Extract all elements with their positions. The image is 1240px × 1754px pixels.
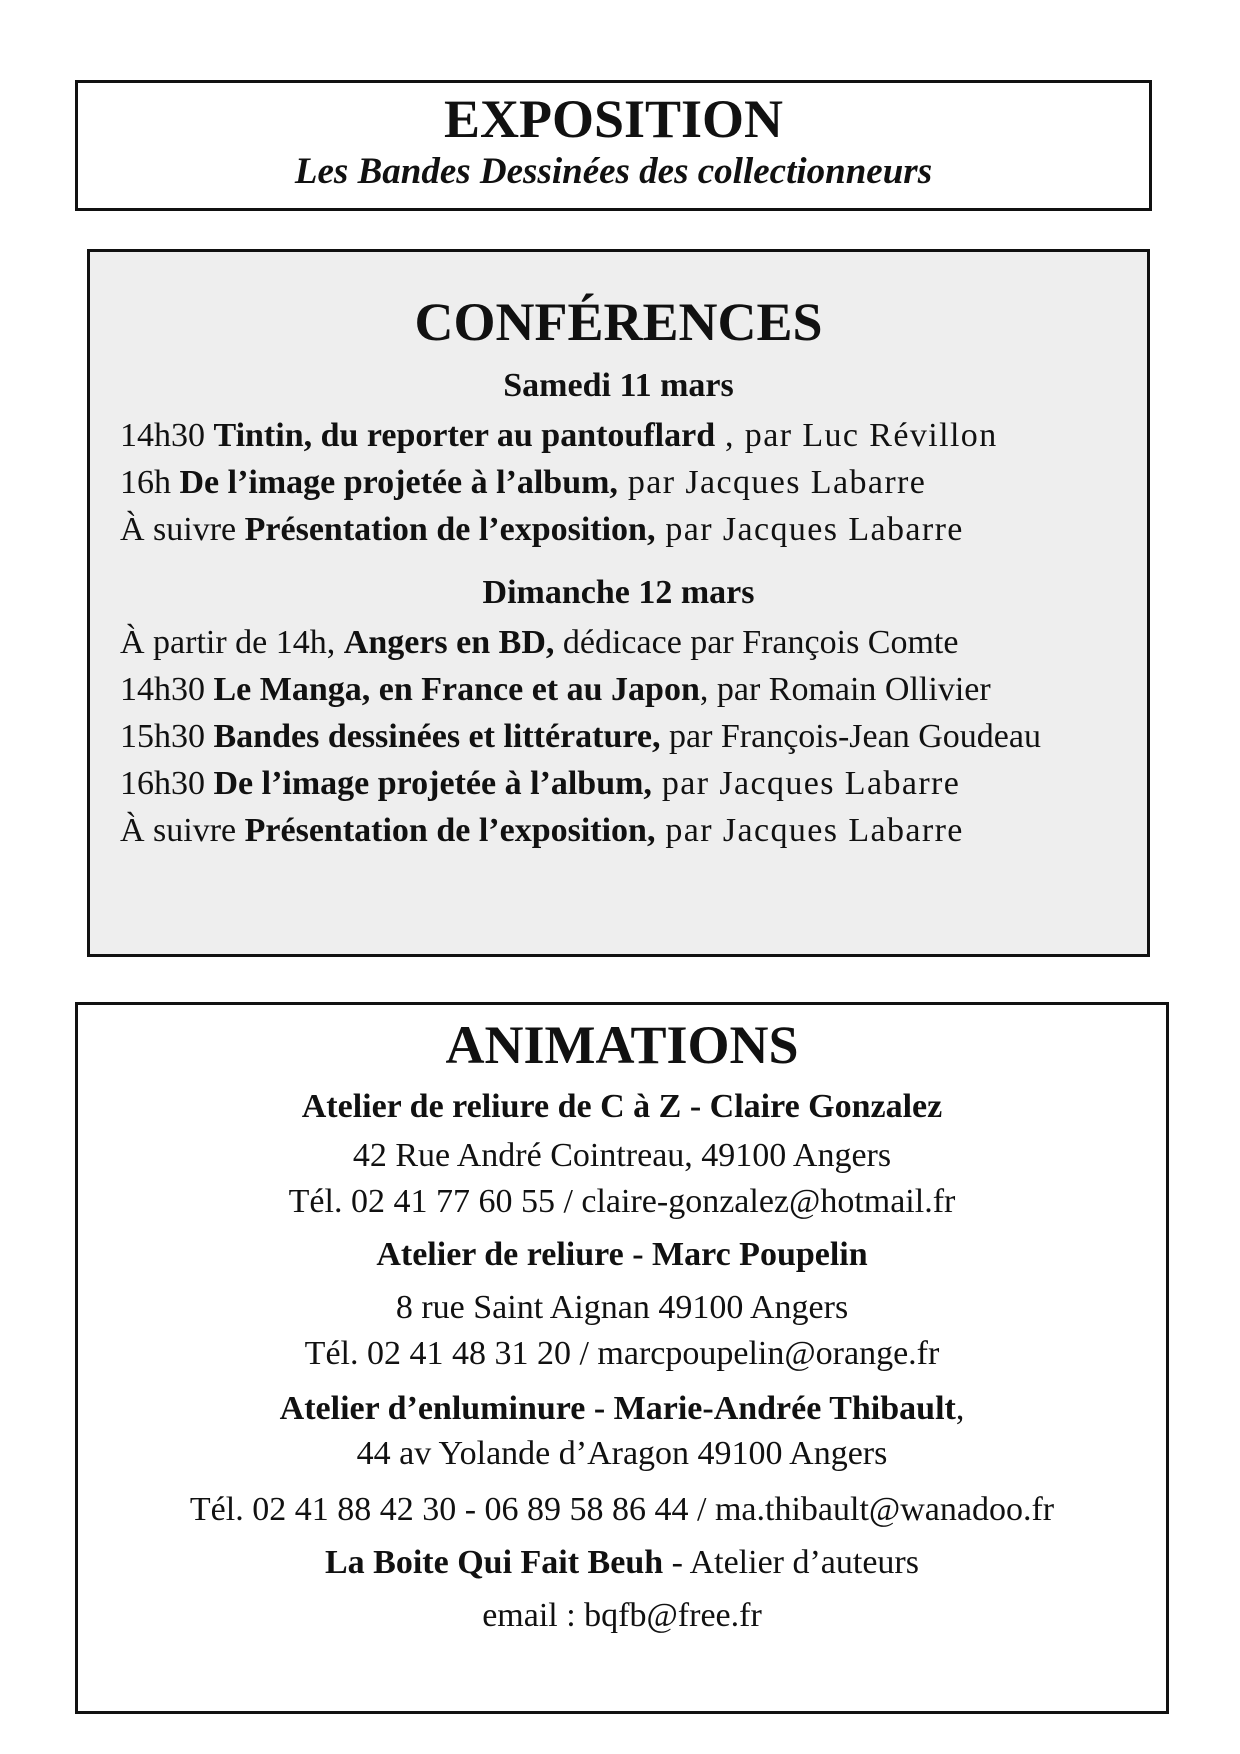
conferences-title: CONFÉRENCES <box>414 292 823 352</box>
program-speaker: , par Romain Ollivier <box>699 671 991 708</box>
program-time: 16h <box>120 464 180 501</box>
program-time: 16h30 <box>120 765 214 802</box>
workshop-address: 42 Rue André Cointreau, 49100 Angers <box>352 1137 892 1174</box>
workshop-address: 44 av Yolande d’Aragon 49100 Angers <box>356 1435 888 1472</box>
exposition-box <box>75 80 1152 211</box>
program-speaker: par Jacques Labarre <box>655 812 964 849</box>
program-line <box>120 412 1147 459</box>
workshop-contact: Tél. 02 41 77 60 55 / claire-gonzalez@hotmail.fr <box>288 1183 956 1220</box>
program-speaker: par François-Jean Goudeau <box>660 718 1041 755</box>
program-speaker: par Jacques Labarre <box>655 511 964 548</box>
exposition-title: EXPOSITION <box>443 89 784 149</box>
workshop-name: Atelier d’enluminure - Marie-Andrée Thibault <box>279 1390 956 1427</box>
program-time: À suivre <box>120 812 245 849</box>
workshop-contact: Tél. 02 41 88 42 30 - 06 89 58 86 44 / ma.thibault@wanadoo.fr <box>189 1491 1055 1528</box>
animations-box <box>75 1002 1169 1714</box>
workshop-name-line <box>78 1387 1166 1431</box>
program-line <box>120 807 1147 854</box>
program-time: À partir de 14h, <box>120 624 344 661</box>
program-line <box>120 506 1147 553</box>
program-line <box>120 713 1147 760</box>
workshop-contact: Tél. 02 41 48 31 20 / marcpoupelin@orange.fr <box>304 1335 940 1372</box>
program-time: 14h30 <box>120 417 214 454</box>
program-speaker: par Jacques Labarre <box>617 464 927 501</box>
program-line <box>120 459 1147 506</box>
program-time: À suivre <box>120 511 245 548</box>
workshop-name: Atelier de reliure de C à Z - Claire Gonzalez <box>301 1088 943 1125</box>
sunday-program <box>90 619 1147 854</box>
workshop-name-suffix: , <box>955 1390 965 1427</box>
program-line <box>120 666 1147 713</box>
workshop-name-suffix: - Atelier d’auteurs <box>663 1544 919 1581</box>
workshop-contact: email : bqfb@free.fr <box>482 1597 762 1634</box>
program-topic: De l’image projetée à l’album, <box>179 464 618 501</box>
program-topic: Tintin, du reporter au pantouflard <box>213 417 716 454</box>
saturday-program <box>90 412 1147 553</box>
conferences-box <box>87 249 1150 957</box>
program-topic: Présentation de l’exposition, <box>244 812 656 849</box>
day-sunday: Dimanche 12 mars <box>482 574 755 611</box>
program-topic: Bandes dessinées et littérature, <box>213 718 661 755</box>
exposition-subtitle: Les Bandes Dessinées des collectionneurs <box>294 151 933 192</box>
program-topic: Le Manga, en France et au Japon <box>213 671 700 708</box>
animations-title: ANIMATIONS <box>445 1015 799 1075</box>
program-speaker: , par Luc Révillon <box>715 417 998 454</box>
program-speaker: dédicace par François Comte <box>554 624 959 661</box>
program-line <box>120 760 1147 807</box>
program-time: 15h30 <box>120 718 214 755</box>
program-time: 14h30 <box>120 671 214 708</box>
workshop-name-line <box>78 1541 1166 1585</box>
program-speaker: par Jacques Labarre <box>651 765 961 802</box>
program-topic: Présentation de l’exposition, <box>244 511 656 548</box>
program-topic: Angers en BD, <box>343 624 555 661</box>
workshop-name: Atelier de reliure - Marc Poupelin <box>376 1236 868 1273</box>
program-topic: De l’image projetée à l’album, <box>213 765 652 802</box>
program-line <box>120 619 1147 666</box>
workshop-name: La Boite Qui Fait Beuh <box>325 1544 664 1581</box>
workshop-address: 8 rue Saint Aignan 49100 Angers <box>395 1289 849 1326</box>
day-saturday: Samedi 11 mars <box>503 367 734 404</box>
